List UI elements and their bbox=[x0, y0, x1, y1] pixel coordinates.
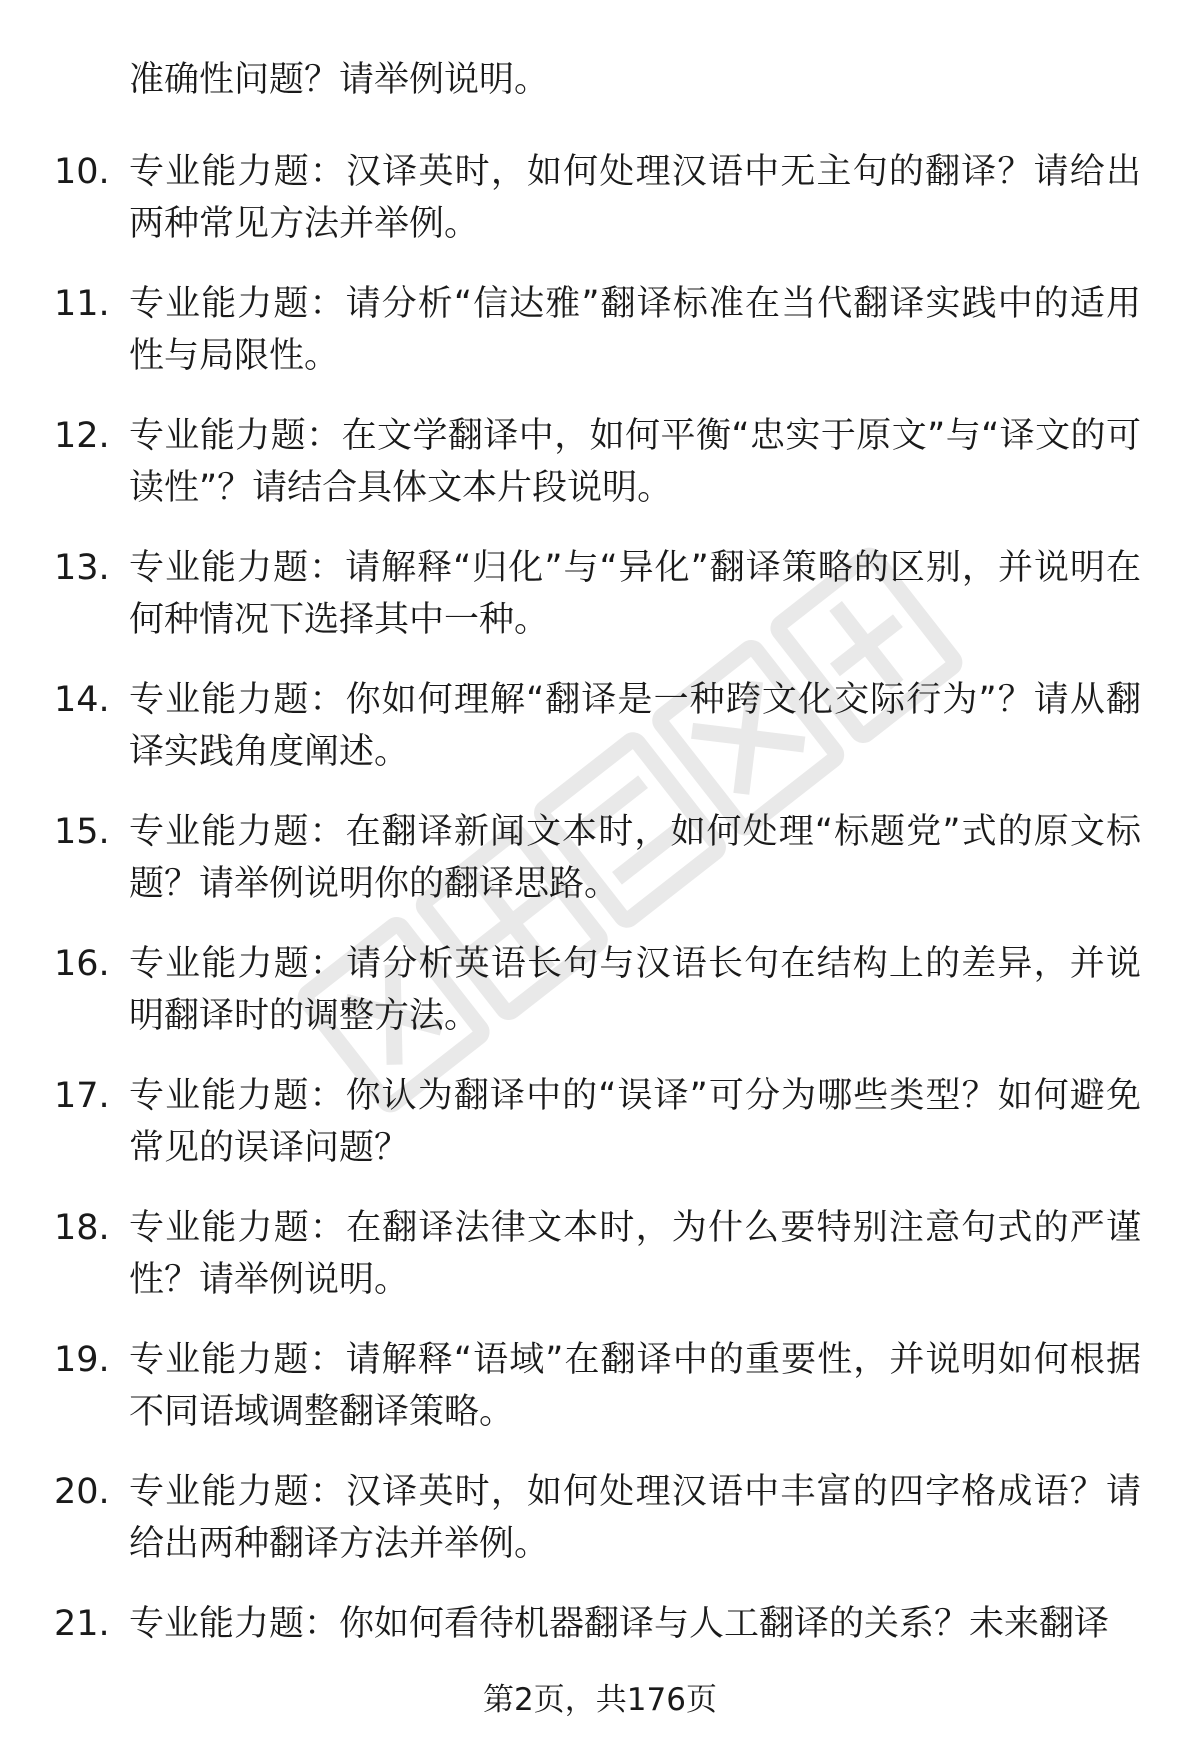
question-number: 21. bbox=[54, 1604, 110, 1644]
question-number: 17. bbox=[54, 1076, 110, 1116]
list-item bbox=[0, 146, 1200, 278]
list-item bbox=[0, 542, 1200, 674]
question-text: 专业能力题：你如何看待机器翻译与人工翻译的关系？未来翻译 bbox=[129, 1604, 1110, 1644]
question-text: 专业能力题：请解释“归化”与“异化”翻译策略的区别，并说明在何种情况下选择其中一种。 bbox=[129, 548, 1141, 640]
question-number: 13. bbox=[54, 548, 110, 588]
list-item bbox=[0, 410, 1200, 542]
question-text: 专业能力题：在文学翻译中，如何平衡“忠实于原文”与“译文的可读性”？请结合具体文本片段说明。 bbox=[129, 416, 1141, 508]
question-number: 20. bbox=[54, 1472, 110, 1512]
question-text: 专业能力题：在翻译新闻文本时，如何处理“标题党”式的原文标题？请举例说明你的翻译思路。 bbox=[129, 812, 1141, 904]
list-item bbox=[0, 1202, 1200, 1334]
question-number: 19. bbox=[54, 1340, 110, 1380]
continued-question-text: 准确性问题？请举例说明。 bbox=[129, 60, 550, 100]
question-text: 专业能力题：在翻译法律文本时，为什么要特别注意句式的严谨性？请举例说明。 bbox=[129, 1208, 1141, 1300]
question-number: 11. bbox=[54, 284, 110, 324]
list-item bbox=[0, 806, 1200, 938]
question-number: 14. bbox=[54, 680, 110, 720]
question-text: 专业能力题：汉译英时，如何处理汉语中丰富的四字格成语？请给出两种翻译方法并举例。 bbox=[129, 1472, 1141, 1564]
list-item bbox=[0, 674, 1200, 806]
list-item bbox=[0, 1334, 1200, 1466]
question-list bbox=[0, 146, 1200, 1730]
question-text: 专业能力题：请解释“语域”在翻译中的重要性，并说明如何根据不同语域调整翻译策略。 bbox=[129, 1340, 1141, 1432]
question-number: 10. bbox=[54, 152, 110, 192]
question-text: 专业能力题：请分析英语长句与汉语长句在结构上的差异，并说明翻译时的调整方法。 bbox=[129, 944, 1141, 1036]
question-number: 12. bbox=[54, 416, 110, 456]
question-text: 专业能力题：你认为翻译中的“误译”可分为哪些类型？如何避免常见的误译问题？ bbox=[129, 1076, 1141, 1168]
question-number: 15. bbox=[54, 812, 110, 852]
question-text: 专业能力题：你如何理解“翻译是一种跨文化交际行为”？请从翻译实践角度阐述。 bbox=[129, 680, 1141, 772]
question-text: 专业能力题：请分析“信达雅”翻译标准在当代翻译实践中的适用性与局限性。 bbox=[129, 284, 1141, 376]
question-number: 16. bbox=[54, 944, 110, 984]
list-item bbox=[0, 278, 1200, 410]
list-item bbox=[0, 1466, 1200, 1598]
question-number: 18. bbox=[54, 1208, 110, 1248]
question-text: 专业能力题：汉译英时，如何处理汉语中无主句的翻译？请给出两种常见方法并举例。 bbox=[129, 152, 1141, 244]
list-item bbox=[0, 938, 1200, 1070]
page-number-footer: 第2页，共176页 bbox=[483, 1682, 717, 1718]
list-item bbox=[0, 1070, 1200, 1202]
